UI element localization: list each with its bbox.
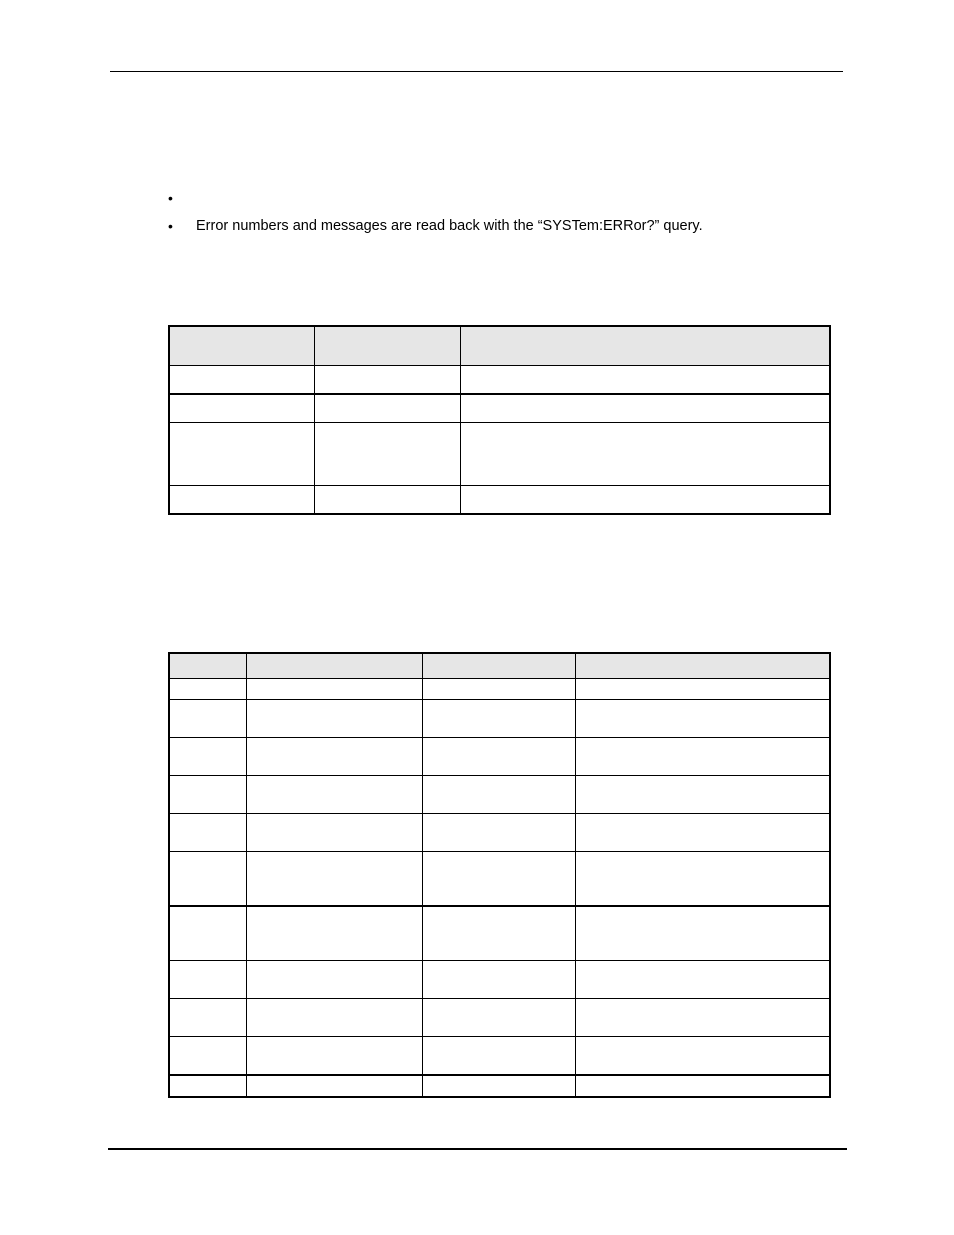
table-cell (422, 852, 575, 907)
table-cell (246, 776, 422, 814)
table-cell (422, 999, 575, 1037)
table-cell (314, 486, 460, 515)
table-cell (575, 906, 830, 961)
table-cell (246, 1075, 422, 1097)
table-cell (314, 366, 460, 395)
table-cell (575, 1037, 830, 1076)
table-row (169, 738, 830, 776)
table-cell (422, 776, 575, 814)
table-row (169, 486, 830, 515)
table-cell (575, 679, 830, 700)
table-cell (422, 738, 575, 776)
table-cell (246, 852, 422, 907)
table-cell (422, 1037, 575, 1076)
table-cell (169, 906, 246, 961)
table-cell (169, 700, 246, 738)
table-row (169, 776, 830, 814)
table-row (169, 1075, 830, 1097)
table-header-row (169, 326, 830, 366)
table-row (169, 961, 830, 999)
table-row (169, 999, 830, 1037)
table-header-cell (460, 326, 830, 366)
table-cell (169, 679, 246, 700)
table-cell (169, 776, 246, 814)
table-cell (422, 814, 575, 852)
table-cell (246, 814, 422, 852)
table-cell (314, 423, 460, 486)
table-header-row (169, 653, 830, 679)
table-header-cell (246, 653, 422, 679)
table-cell (169, 486, 314, 515)
table-cell (575, 738, 830, 776)
table-cell (422, 906, 575, 961)
table-cell (169, 394, 314, 423)
table-cell (246, 961, 422, 999)
table-cell (422, 961, 575, 999)
table-header-cell (169, 653, 246, 679)
bullet-item (166, 186, 846, 214)
bullet-dot-icon: • (168, 218, 173, 234)
table-cell (169, 961, 246, 999)
table-cell (246, 999, 422, 1037)
table-cell (246, 679, 422, 700)
table-row (169, 394, 830, 423)
table-cell (575, 814, 830, 852)
table-row (169, 814, 830, 852)
table-2 (168, 652, 831, 1098)
bullet-list (166, 186, 846, 242)
table-cell (460, 423, 830, 486)
table-header-cell (314, 326, 460, 366)
header-rule (110, 71, 843, 72)
table-cell (575, 776, 830, 814)
table-cell (422, 679, 575, 700)
table-row (169, 906, 830, 961)
table-row (169, 1037, 830, 1076)
table-cell (246, 906, 422, 961)
table-cell (314, 394, 460, 423)
table-cell (575, 700, 830, 738)
table-cell (169, 1075, 246, 1097)
table-header-cell (422, 653, 575, 679)
table-cell (169, 814, 246, 852)
table-cell (169, 738, 246, 776)
table-cell (422, 1075, 575, 1097)
table-cell (460, 394, 830, 423)
table-cell (460, 486, 830, 515)
table-cell (246, 1037, 422, 1076)
table-cell (169, 1037, 246, 1076)
table-cell (575, 961, 830, 999)
table-cell (575, 852, 830, 907)
table-cell (169, 423, 314, 486)
table-cell (460, 366, 830, 395)
table-1 (168, 325, 831, 515)
table-header-cell (169, 326, 314, 366)
table-cell (422, 700, 575, 738)
table-row (169, 700, 830, 738)
table-row (169, 366, 830, 395)
table-cell (575, 1075, 830, 1097)
table-cell (169, 852, 246, 907)
table-cell (246, 738, 422, 776)
table-header-cell (575, 653, 830, 679)
bullet-item (166, 214, 846, 242)
bullet-dot-icon: • (168, 190, 173, 206)
table-row (169, 852, 830, 907)
table-cell (169, 999, 246, 1037)
footer-rule (108, 1148, 847, 1150)
table-row (169, 679, 830, 700)
table-cell (246, 700, 422, 738)
table-cell (575, 999, 830, 1037)
bullet-text: Error numbers and messages are read back with the “SYSTem:ERRor?” query. (196, 218, 703, 234)
table-cell (169, 366, 314, 395)
table-row (169, 423, 830, 486)
